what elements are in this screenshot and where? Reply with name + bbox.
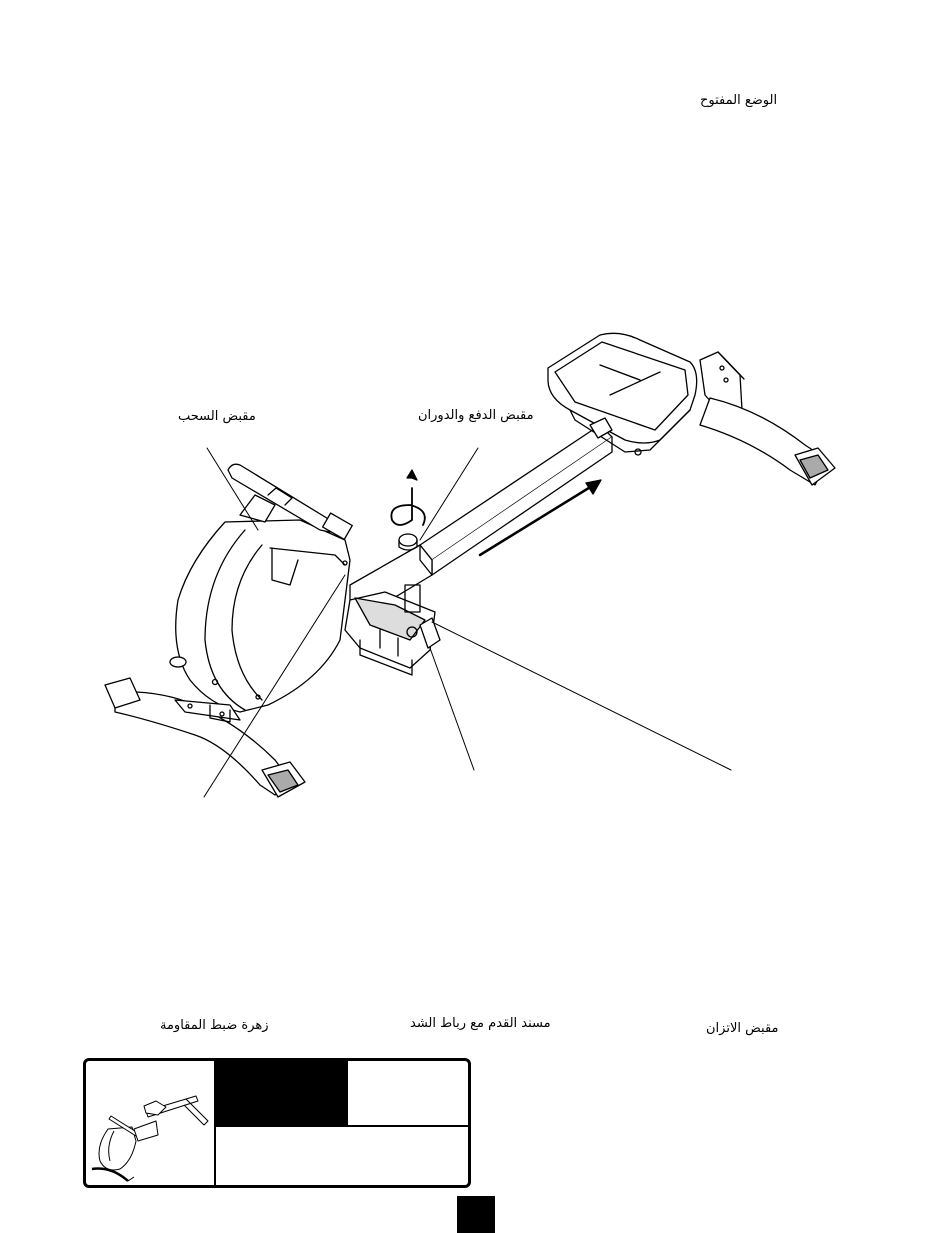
rear-stabilizer — [700, 352, 835, 485]
flywheel-housing — [170, 520, 350, 712]
footrest-assembly — [345, 585, 440, 675]
main-rail — [350, 425, 612, 617]
push-turn-knob — [391, 470, 424, 550]
rowing-machine-thumbnail-icon — [86, 1061, 210, 1185]
description-cell — [216, 1125, 468, 1187]
thumbnail-cell — [86, 1061, 216, 1185]
label-push-turn-knob: مقبض الدفع والدوران — [418, 408, 534, 423]
page-number-tab — [457, 1196, 495, 1233]
footer-info-box — [83, 1058, 471, 1188]
label-resistance-knob: زهرة ضبط المقاومة — [160, 1018, 269, 1033]
header-white-cell — [346, 1061, 470, 1125]
seat — [548, 333, 697, 455]
label-open-position: الوضع المفتوح — [700, 93, 778, 108]
header-black-cell — [216, 1061, 346, 1125]
label-pull-handle: مقبض السحب — [178, 409, 256, 424]
label-footrest-strap: مسند القدم مع رباط الشد — [410, 1016, 551, 1031]
label-stabilizer-handle: مقبض الاتزان — [706, 1021, 779, 1036]
